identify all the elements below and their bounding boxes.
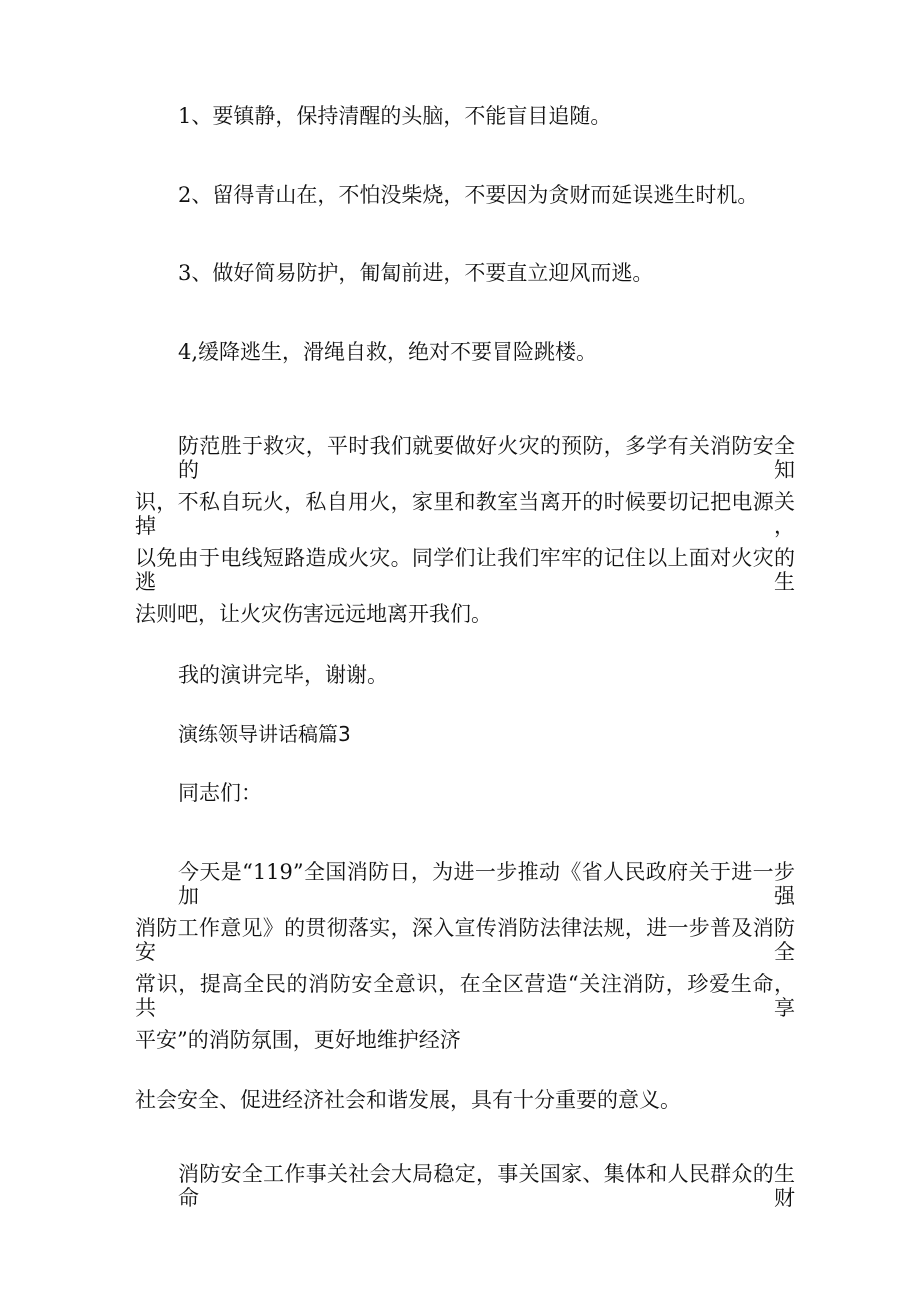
paragraph-1-line-4: 法则吧，让火灾伤害远远地离开我们。	[135, 602, 492, 626]
closing-line: 我的演讲完毕，谢谢。	[178, 663, 388, 687]
paragraph-1-line-3: 以免由于电线短路造成火灾。同学们让我们牢牢的记住以上面对火灾的逃生	[135, 546, 795, 594]
list-item-3: 3、做好简易防护，匍匐前进，不要直立迎风而逃。	[178, 261, 654, 285]
paragraph-2-line-2: 消防工作意见》的贯彻落实，深入宣传消防法律法规，进一步普及消防安全	[135, 916, 795, 964]
paragraph-1-line-1: 防范胜于救灾，平时我们就要做好火灾的预防，多学有关消防安全的知	[178, 434, 795, 482]
paragraph-2-line-3: 常识，提高全民的消防安全意识，在全区营造“关注消防，珍爱生命，共享	[135, 972, 795, 1020]
paragraph-3-line-1: 消防安全工作事关社会大局稳定，事关国家、集体和人民群众的生命财	[178, 1162, 795, 1210]
paragraph-2-line-4: 平安”的消防氛围，更好地维护经济	[135, 1028, 461, 1052]
section-title: 演练领导讲话稿篇3	[178, 722, 351, 746]
list-item-2: 2、留得青山在，不怕没柴烧，不要因为贪财而延误逃生时机。	[178, 183, 759, 207]
paragraph-2-continuation: 社会安全、促进经济社会和谐发展，具有十分重要的意义。	[135, 1088, 681, 1112]
list-item-1: 1、要镇静，保持清醒的头脑，不能盲目追随。	[178, 104, 612, 128]
list-item-4: 4,缓降逃生，滑绳自救，绝对不要冒险跳楼。	[178, 340, 598, 364]
paragraph-2-line-1: 今天是“119”全国消防日，为进一步推动《省人民政府关于进一步加强	[178, 860, 795, 908]
paragraph-1-line-2: 识，不私自玩火，私自用火，家里和教室当离开的时候要切记把电源关掉，	[135, 490, 795, 538]
salutation: 同志们：	[178, 781, 262, 805]
